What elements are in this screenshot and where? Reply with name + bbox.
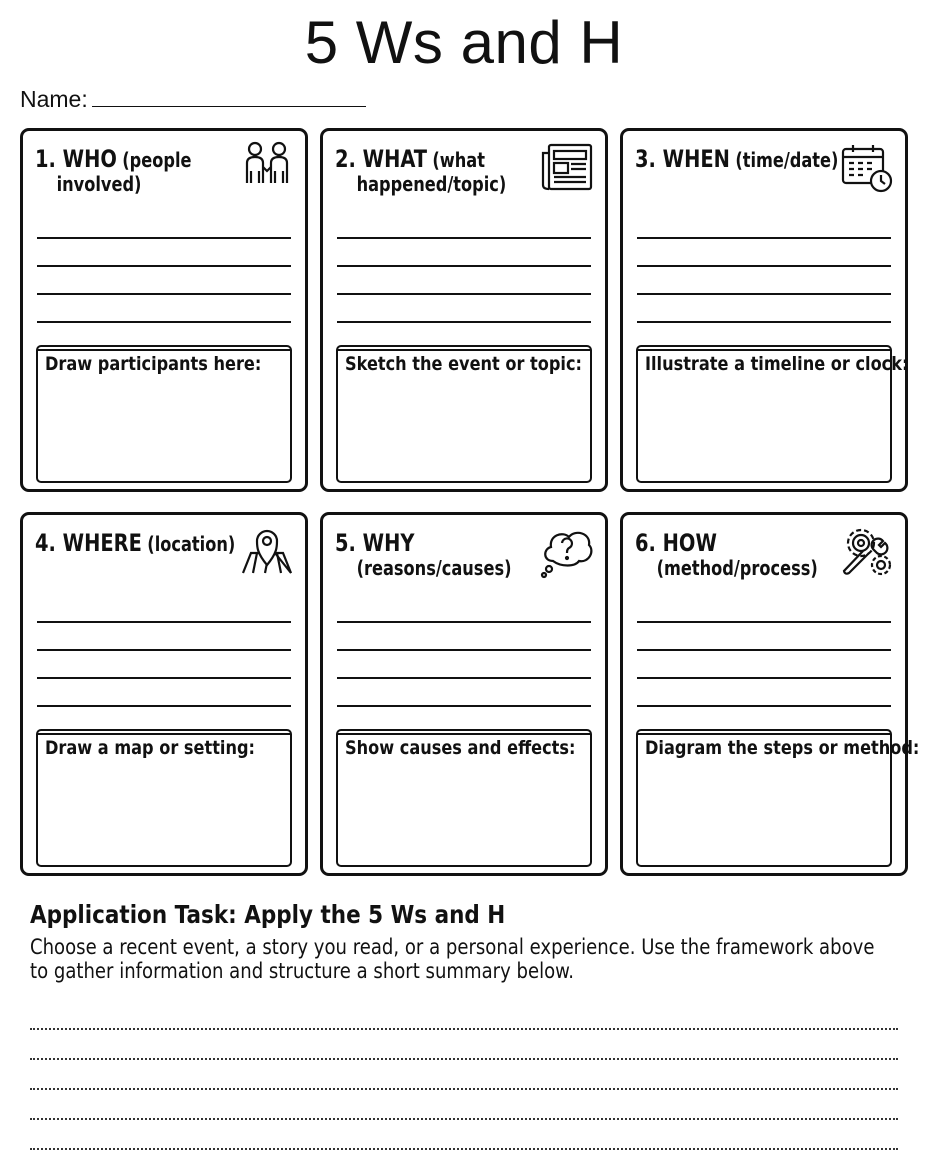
application-heading: Application Task: Apply the 5 Ws and H	[30, 900, 506, 929]
drawing-box[interactable]	[636, 729, 920, 867]
card-what	[320, 128, 608, 492]
card-where	[20, 512, 308, 876]
page-title: 5 Ws and H	[304, 9, 624, 76]
writing-lines[interactable]	[637, 595, 891, 735]
application-instructions: Choose a recent event, a story you read, or a personal experience. Use the framework above to gather information and structure a short summary below.	[30, 935, 875, 983]
writing-lines[interactable]	[337, 211, 591, 351]
box-label: Diagram the steps or method:	[645, 737, 920, 759]
writing-lines[interactable]	[37, 595, 291, 735]
drawing-box[interactable]	[36, 729, 292, 867]
box-label: Sketch the event or topic:	[345, 353, 583, 375]
card-when	[620, 128, 908, 492]
card-who	[20, 128, 308, 492]
writing-lines[interactable]	[637, 211, 891, 351]
drawing-box[interactable]	[636, 345, 909, 483]
box-label: Illustrate a timeline or clock:	[645, 353, 909, 375]
people-icon	[239, 139, 295, 195]
summary-writing-lines[interactable]	[30, 1000, 898, 1150]
map-pin-icon	[239, 523, 295, 579]
box-label: Show causes and effects:	[345, 737, 576, 759]
thought-question-icon	[539, 523, 595, 579]
box-label: Draw a map or setting:	[45, 737, 255, 759]
calendar-clock-icon	[839, 139, 895, 195]
name-blank-line[interactable]	[92, 88, 366, 107]
name-field[interactable]	[20, 86, 366, 113]
card-heading: 6. HOW (method/process)	[635, 529, 818, 580]
card-how	[620, 512, 920, 876]
writing-lines[interactable]	[37, 211, 291, 351]
newspaper-icon	[539, 139, 595, 195]
card-heading: 1. WHO (people involved)	[35, 145, 192, 196]
card-heading: 2. WHAT (what happened/topic)	[335, 145, 507, 196]
application-task	[30, 900, 900, 983]
gears-wrench-icon	[839, 523, 895, 579]
box-label: Draw participants here:	[45, 353, 262, 375]
card-heading: 3. WHEN (time/date)	[635, 145, 839, 173]
name-label: Name:	[20, 86, 88, 112]
card-heading: 4. WHERE (location)	[35, 529, 236, 557]
writing-lines[interactable]	[337, 595, 591, 735]
card-why	[320, 512, 608, 876]
drawing-box[interactable]	[336, 345, 592, 483]
drawing-box[interactable]	[36, 345, 292, 483]
drawing-box[interactable]	[336, 729, 592, 867]
card-heading: 5. WHY (reasons/causes)	[335, 529, 512, 580]
